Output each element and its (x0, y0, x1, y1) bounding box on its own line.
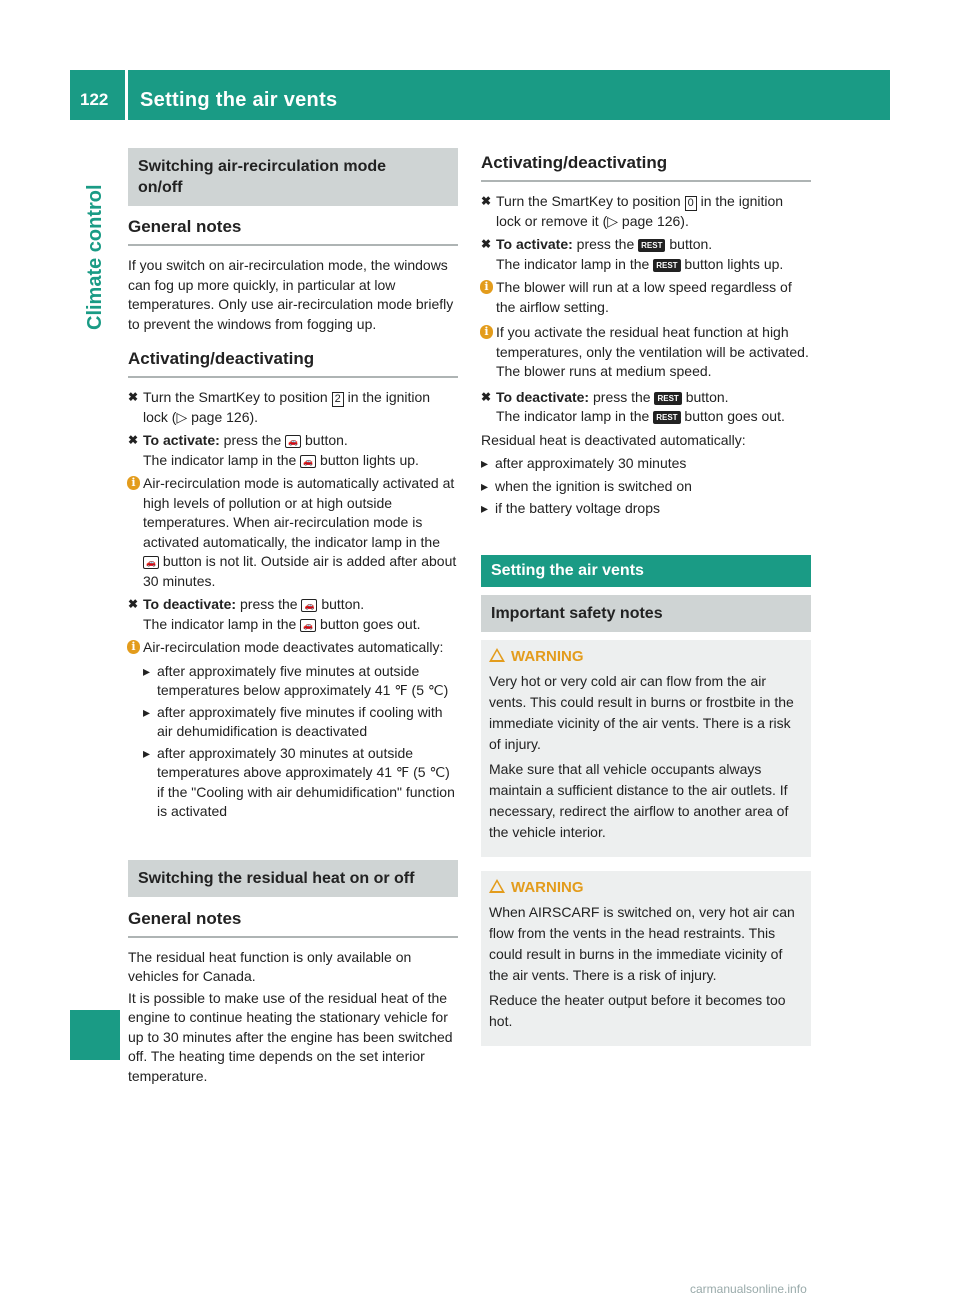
bullet-icon: ▸ (481, 455, 489, 471)
step-arrow-icon: ✖ (481, 194, 492, 208)
paragraph-residual-description: It is possible to make use of the residual heat of the engine to continue heating the stationary vehicle for up to 30 minutes after the engine has been switched off. The heating time depends on the set interior temperature. (128, 989, 453, 1084)
section-heading-air-vents: Setting the air vents (481, 555, 811, 587)
list-item (143, 662, 458, 701)
step-activate-residual (481, 235, 811, 274)
list-item (481, 499, 811, 519)
key-position-icon: 0 (685, 196, 697, 211)
info-icon: i (480, 280, 493, 294)
subheading-activating-residual: Activating/deactivating (481, 153, 811, 182)
rest-button-icon: REST (638, 239, 665, 252)
side-tab-label: Climate control (84, 184, 106, 330)
info-auto-recirc (128, 474, 458, 591)
step-text: The indicator lamp in the (496, 255, 654, 272)
info-text: Air-recirculation mode is automatically activated at high levels of pollution or at high outside temperatures. When air-recirculation mode is activated automatically, the indicator lamp in the (143, 475, 455, 550)
key-position-icon: 2 (332, 392, 344, 407)
step-arrow-icon: ✖ (481, 237, 492, 251)
warning-box-hot-cold-air (481, 640, 811, 857)
step-arrow-icon: ✖ (128, 433, 139, 447)
step-text: button lights up. (680, 255, 784, 272)
step-text: button goes out. (680, 408, 785, 424)
paragraph-recirc-notes: If you switch on air-recirculation mode, the windows can fog up more quickly, in particular at low temperatures. Only use air-recirculation mode briefly to prevent the windows from fogging up. (128, 257, 454, 332)
step-label: To activate: (496, 236, 573, 252)
warning-title-text: WARNING (511, 878, 584, 896)
info-text: Air-recirculation mode deactivates automatically: (143, 639, 444, 655)
step-text: button lights up. (316, 451, 419, 468)
section-heading-residual-heat: Switching the residual heat on or off (128, 860, 458, 897)
subheading-general-notes: General notes (128, 217, 458, 246)
step-text: press the (236, 596, 302, 612)
bullet-icon: ▸ (143, 744, 151, 761)
step-text: button. (665, 236, 713, 252)
page-title: Setting the air vents (140, 89, 338, 111)
step-turn-key (128, 388, 458, 427)
paragraph-residual-auto-off: Residual heat is deactivated automatically: (481, 431, 746, 448)
warning-text: Very hot or very cold air can flow from the air vents. This could result in burns or frostbite in the immediate vicinity of the air vents. There is a risk of injury. (489, 672, 794, 752)
subheading-general-notes-2: General notes (128, 909, 458, 938)
list-item-text: after approximately 30 minutes (495, 455, 687, 471)
step-text: button. (301, 432, 348, 448)
step-arrow-icon: ✖ (128, 390, 139, 404)
rest-button-icon: REST (653, 259, 680, 272)
recirculation-button-icon: 🚗 (300, 619, 316, 632)
step-label: To deactivate: (496, 388, 590, 405)
paragraph-residual-availability: The residual heat function is only available on vehicles for Canada. (128, 948, 412, 984)
step-turn-key-0 (481, 192, 811, 231)
step-text: Turn the SmartKey to position (496, 193, 685, 209)
step-text: button. (681, 388, 729, 405)
step-deactivate (128, 595, 458, 634)
info-high-temperature (481, 323, 811, 382)
info-text: If you activate the residual heat function at high temperatures, only the ventilation will be activated. The blower runs at medium speed. (496, 324, 809, 379)
section-heading-safety-notes: Important safety notes (481, 595, 811, 632)
residual-bullet-list (481, 454, 811, 519)
list-item (143, 744, 458, 822)
step-text: Turn the SmartKey to position (143, 389, 332, 405)
side-tab-marker (70, 1010, 120, 1060)
step-text: press the (219, 432, 286, 448)
list-item-text: if the battery voltage drops (495, 500, 660, 516)
page-number: 122 (80, 90, 109, 109)
section-heading-recirculation: Switching air-recirculation mode on/off (128, 148, 458, 206)
recirculation-button-icon: 🚗 (301, 599, 317, 612)
warning-title-text: WARNING (511, 647, 584, 665)
step-text: press the (572, 236, 639, 252)
bullet-icon: ▸ (481, 500, 489, 516)
step-text: in the ignition lock or remove it (▷ page 126). (496, 193, 784, 229)
step-text: The indicator lamp in the (496, 408, 654, 424)
step-arrow-icon: ✖ (128, 597, 139, 611)
step-activate (128, 431, 458, 470)
right-column (481, 148, 811, 1046)
left-column (128, 148, 458, 1086)
list-item-text: after approximately five minutes at outside temperatures below approximately 41 ℉ (5 ℃) (157, 662, 449, 698)
step-text: in the ignition lock (▷ page 126). (143, 389, 431, 425)
info-blower-low (481, 278, 811, 317)
list-item-text: when the ignition is switched on (495, 477, 692, 494)
bullet-icon: ▸ (143, 703, 151, 720)
recirculation-button-icon: 🚗 (285, 435, 301, 448)
step-text: button goes out. (316, 615, 421, 632)
list-item-text: after approximately 30 minutes at outside temperatures above approximately 41 ℉ (5 ℃) if the "Cooling with air dehumidification" function is activated (157, 744, 455, 819)
step-text: The indicator lamp in the (143, 615, 301, 632)
warning-title (489, 879, 803, 896)
bullet-icon: ▸ (481, 477, 489, 494)
rest-button-icon: REST (653, 411, 680, 424)
header-divider (125, 70, 128, 120)
step-arrow-icon: ✖ (481, 389, 492, 404)
list-item-text: after approximately five minutes if cooling with air dehumidification is deactivated (157, 703, 443, 739)
warning-text: When AIRSCARF is switched on, very hot air can flow from the vents in the head restraints. This could result in burns in the immediate vicinity of the air vents. There is a risk of injury. (489, 903, 795, 983)
recirc-bullet-list (128, 662, 458, 822)
warning-box-airscarf (481, 871, 811, 1046)
watermark: carmanualsonline.info (690, 1282, 807, 1296)
warning-text: Reduce the heater output before it becomes too hot. (489, 991, 786, 1029)
rest-button-icon: REST (654, 392, 681, 405)
recirculation-button-icon: 🚗 (300, 455, 316, 468)
info-icon: i (127, 476, 140, 490)
step-label: To activate: (143, 432, 220, 448)
warning-triangle-icon (489, 879, 505, 893)
warning-text: Make sure that all vehicle occupants always maintain a sufficient distance to the air outlets. If necessary, redirect the airflow to another area of the vehicle interior. (489, 760, 789, 840)
list-item (143, 703, 458, 742)
recirculation-button-icon: 🚗 (143, 556, 159, 569)
step-text: button. (317, 596, 365, 612)
list-item (481, 454, 811, 474)
info-recirc-deactivates (128, 638, 458, 658)
warning-title (489, 648, 803, 665)
info-icon: i (480, 325, 493, 339)
step-text: The indicator lamp in the (143, 451, 301, 468)
info-text: button is not lit. Outside air is added after about 30 minutes. (143, 553, 457, 589)
warning-triangle-icon (489, 648, 505, 662)
info-icon: i (127, 640, 140, 654)
subheading-activating: Activating/deactivating (128, 349, 458, 378)
step-deactivate-residual (481, 388, 811, 427)
bullet-icon: ▸ (143, 662, 151, 679)
info-text: The blower will run at a low speed regardless of the airflow setting. (496, 279, 792, 315)
step-label: To deactivate: (143, 596, 237, 612)
list-item (481, 477, 811, 497)
step-text: press the (589, 388, 655, 405)
